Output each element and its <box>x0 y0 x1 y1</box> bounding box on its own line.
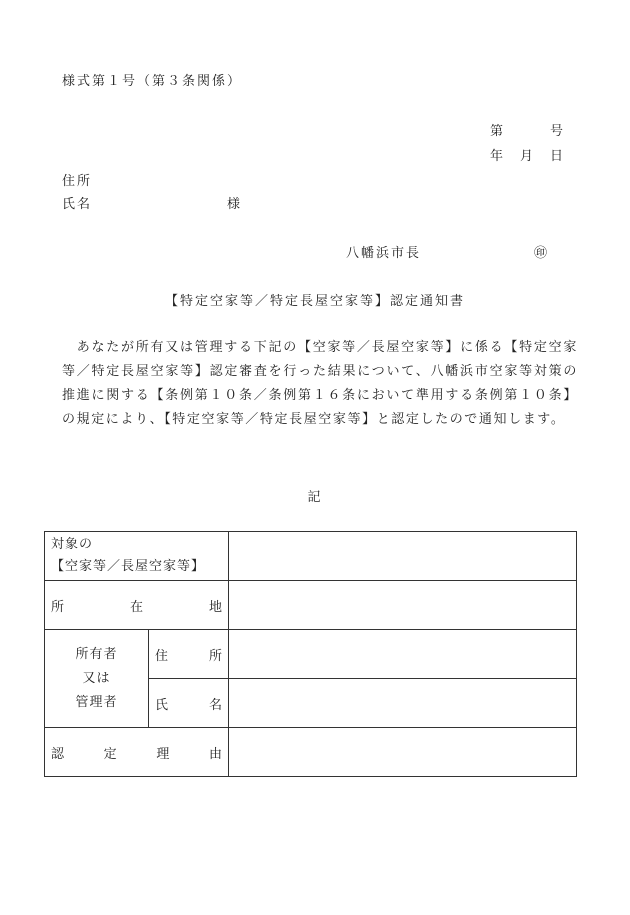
issuer-mayor: 八幡浜市長 <box>346 246 422 261</box>
owner-address-char-2: 所 <box>209 648 223 664</box>
document-number-line: 第 号 <box>490 124 566 139</box>
reason-char-2: 定 <box>103 746 117 762</box>
owner-name-value-cell[interactable] <box>229 679 577 728</box>
reason-char-4: 由 <box>208 746 222 762</box>
target-value-cell[interactable] <box>229 532 577 581</box>
target-label-line2: 【空家等／長屋空家等】 <box>51 559 206 574</box>
owner-name-char-1: 氏 <box>155 697 169 713</box>
target-label-line1: 対象の <box>51 537 94 552</box>
notice-body: あなたが所有又は管理する下記の【空家等／長屋空家等】に係る【特定空家等／特定長屋空家等】認定審査を行った結果について、八幡浜市空家等対策の推進に関する【条例第１０条／条例第１６条において準用する条例第１０条】の規定により、【特定空家等／特定長屋空家等】と認定したので通知します。 <box>62 340 578 427</box>
owner-label-line1: 所有者 <box>75 646 118 662</box>
location-value-cell[interactable] <box>229 581 577 630</box>
reason-char-1: 認 <box>51 746 65 762</box>
owner-label-line3: 管理者 <box>75 694 118 710</box>
table-row <box>45 532 577 581</box>
owner-label-line2: 又は <box>82 670 111 686</box>
table-row <box>45 630 577 679</box>
location-char-2: 在 <box>130 599 144 615</box>
owner-address-value-cell[interactable] <box>229 630 577 679</box>
property-table <box>44 531 577 777</box>
form-number: 様式第１号（第３条関係） <box>62 74 243 89</box>
date-line: 年 月 日 <box>490 149 566 164</box>
table-row <box>45 728 577 777</box>
document-title: 【特定空家等／特定長屋空家等】認定通知書 <box>164 294 465 309</box>
owner-address-char-1: 住 <box>155 648 169 664</box>
table-row <box>45 581 577 630</box>
location-char-1: 所 <box>51 599 65 615</box>
owner-name-label-cell <box>149 679 229 728</box>
location-label-cell <box>45 581 229 630</box>
recipient-address-label: 住所 <box>62 174 93 189</box>
owner-label-cell <box>45 630 149 728</box>
ki-heading: 記 <box>307 490 323 505</box>
recipient-name-line: 氏名 様 <box>62 197 243 212</box>
location-char-3: 地 <box>209 599 223 615</box>
target-label-cell <box>45 532 229 581</box>
owner-address-label-cell <box>149 630 229 679</box>
reason-label-cell <box>45 728 229 777</box>
owner-name-char-2: 名 <box>209 697 223 713</box>
reason-value-cell[interactable] <box>229 728 577 777</box>
seal-mark: ㊞ <box>534 246 548 261</box>
reason-char-3: 理 <box>156 746 170 762</box>
